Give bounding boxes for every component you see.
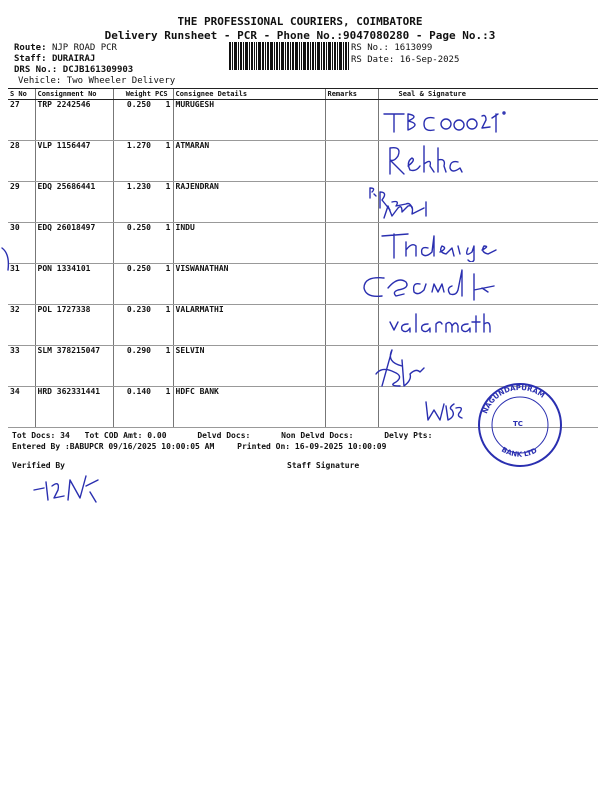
row-sno: 29 <box>8 182 35 223</box>
row-consignment: EDQ 26018497 <box>35 223 113 264</box>
rs-no-value: 1613099 <box>394 43 433 53</box>
signature-row-27 <box>378 104 528 138</box>
row-pcs: 1 <box>153 387 173 428</box>
col-pcs: PCS <box>153 89 173 100</box>
row-pcs: 1 <box>153 182 173 223</box>
stamp-text-top: NAGUNDAPURAM <box>481 383 547 415</box>
row-weight: 0.140 <box>113 387 153 428</box>
footer-line-1 <box>12 431 432 440</box>
row-consignee: RAJENDRAN <box>173 182 325 223</box>
entered-by: Entered By :BABUPCR 09/16/2025 10:00:05 AM <box>12 442 215 451</box>
row-consignee: VALARMATHI <box>173 305 325 346</box>
rs-date-line <box>351 55 459 65</box>
runsheet-subtitle: Delivery Runsheet - PCR - Phone No.:9047080280 - Page No.:3 <box>104 29 496 42</box>
margin-pen-mark <box>0 244 14 274</box>
table-header-row <box>8 89 598 100</box>
row-sno: 31 <box>8 264 35 305</box>
route-label: Route: <box>14 43 47 53</box>
row-weight: 1.230 <box>113 182 153 223</box>
row-sno: 30 <box>8 223 35 264</box>
row-weight: 0.290 <box>113 346 153 387</box>
signature-row-34 <box>420 398 470 428</box>
row-pcs: 1 <box>153 264 173 305</box>
row-remarks <box>325 141 378 182</box>
table-row <box>8 264 598 305</box>
bank-stamp <box>475 380 565 470</box>
row-weight: 0.230 <box>113 305 153 346</box>
row-weight: 0.250 <box>113 264 153 305</box>
row-pcs: 1 <box>153 223 173 264</box>
drs-value: DCJB161309903 <box>62 65 134 75</box>
rs-date-label: RS Date: <box>351 55 395 65</box>
row-consignment: VLP 1156447 <box>35 141 113 182</box>
barcode-image <box>229 42 349 70</box>
signature-row-32 <box>386 308 496 336</box>
signature-row-33 <box>372 346 442 392</box>
stamp-center: TC <box>513 420 523 428</box>
row-consignment: POL 1727338 <box>35 305 113 346</box>
drs-line <box>14 65 133 75</box>
tot-cod: Tot COD Amt: 0.00 <box>84 431 167 440</box>
signature-row-31 <box>358 266 508 306</box>
route-value: NJP ROAD PCR <box>51 43 117 53</box>
rs-date-value: 16-Sep-2025 <box>399 55 460 65</box>
row-consignee: MURUGESH <box>173 100 325 141</box>
stamp-text-bottom: BANK LTD <box>500 445 539 459</box>
non-delvd-docs: Non Delvd Docs: <box>281 431 354 440</box>
row-sno: 32 <box>8 305 35 346</box>
delvy-pts: Delvy Pts: <box>384 431 433 440</box>
row-consignee: INDU <box>173 223 325 264</box>
row-consignment: HRD 362331441 <box>35 387 113 428</box>
delvd-docs: Delvd Docs: <box>197 431 251 440</box>
vehicle-label: Vehicle: <box>18 76 62 86</box>
row-sno: 28 <box>8 141 35 182</box>
row-consignee: VISWANATHAN <box>173 264 325 305</box>
row-remarks <box>325 305 378 346</box>
table-row <box>8 223 598 264</box>
row-pcs: 1 <box>153 305 173 346</box>
signature-row-28 <box>380 140 490 180</box>
col-consignment: Consignment No <box>35 89 113 100</box>
printed-on: Printed On: 16-09-2025 10:00:09 <box>237 442 387 451</box>
row-consignee: HDFC BANK <box>173 387 325 428</box>
row-pcs: 1 <box>153 100 173 141</box>
row-consignee: SELVIN <box>173 346 325 387</box>
table-row <box>8 141 598 182</box>
footer-line-2 <box>12 442 386 451</box>
row-remarks <box>325 346 378 387</box>
route-line <box>14 43 117 53</box>
staff-signature-label: Staff Signature <box>287 461 360 470</box>
rs-no-line <box>351 43 432 53</box>
table-row <box>8 182 598 223</box>
col-sno: S No <box>8 89 35 100</box>
row-consignment: TRP 2242546 <box>35 100 113 141</box>
company-title: THE PROFESSIONAL COURIERS, COIMBATORE <box>177 15 423 28</box>
vehicle-value: Two Wheeler Delivery <box>66 76 176 86</box>
table-row <box>8 305 598 346</box>
col-consignee: Consignee Details <box>173 89 325 100</box>
verified-by-signature <box>30 472 110 508</box>
signature-row-29 <box>366 182 456 224</box>
col-remarks: Remarks <box>325 89 378 100</box>
verified-by-label: Verified By <box>12 461 65 470</box>
row-pcs: 1 <box>153 141 173 182</box>
row-weight: 1.270 <box>113 141 153 182</box>
col-seal: Seal & Signature <box>378 89 598 100</box>
row-remarks <box>325 223 378 264</box>
tot-docs: Tot Docs: 34 <box>12 431 70 440</box>
row-sno: 27 <box>8 100 35 141</box>
row-remarks <box>325 387 378 428</box>
staff-value: DURAIRAJ <box>51 54 96 64</box>
rs-no-label: RS No.: <box>351 43 389 53</box>
row-pcs: 1 <box>153 346 173 387</box>
row-sno: 34 <box>8 387 35 428</box>
staff-label: Staff: <box>14 54 47 64</box>
row-remarks <box>325 100 378 141</box>
vehicle-line <box>18 76 175 86</box>
row-consignment: PON 1334101 <box>35 264 113 305</box>
signature-row-30 <box>378 228 506 262</box>
row-weight: 0.250 <box>113 100 153 141</box>
row-consignment: SLM 378215047 <box>35 346 113 387</box>
runsheet-table <box>8 88 598 428</box>
col-weight: Weight <box>113 89 153 100</box>
staff-line <box>14 54 95 64</box>
row-consignment: EDQ 25686441 <box>35 182 113 223</box>
row-weight: 0.250 <box>113 223 153 264</box>
row-sno: 33 <box>8 346 35 387</box>
drs-label: DRS No.: <box>14 65 58 75</box>
row-consignee: ATMARAN <box>173 141 325 182</box>
